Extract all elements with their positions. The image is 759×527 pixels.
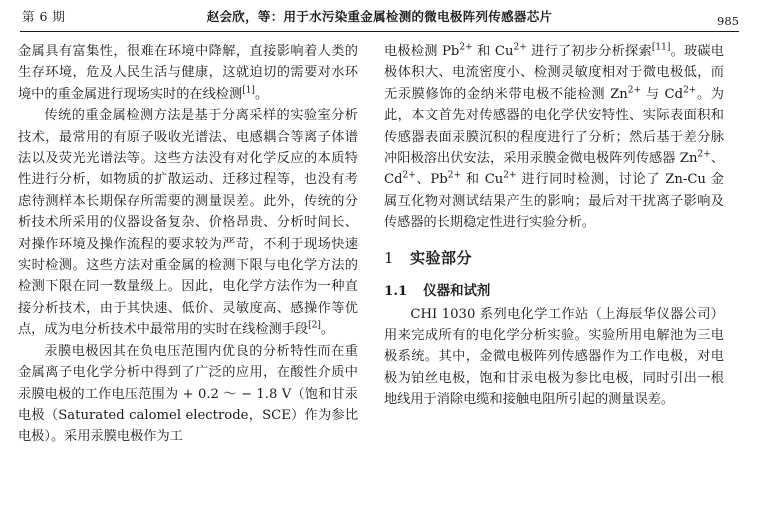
paragraph-text: 电极检测 $Pb^{2+}$ 和 $Cu^{2+}$ 进行了初步分析探索[11]。玻碳电极体积大、电流密度小、检测灵敏度相对于微电极低，而无汞膜修饰的金纳米带电极不能检测 $Zn^{2+}$ 与 $Cd^{2+}$。为此，本文首先对传感器的电化学伏安特性、实际表面积和传感器表面汞膜沉积的程度进行了分析；然后基于差分脉冲阳极溶出伏安法，采用汞膜金微电极阵列传感器 $Zn^{2+}$、$Cd^{2+}$、$Pb^{2+}$ 和 $Cu^{2+}$ 进行同时检测，讨论了 Zn-Cu 金属互化物对测试结果产生的影响；最后对干扰离子影响及传感器的长期稳定性进行实验分析。 <box>384 42 725 231</box>
paragraph-text: 传统的重金属检测方法是基于分离采样的实验室分析技术，最常用的有原子吸收光谱法、电感耦合等离子体谱法以及荧光光谱法等。这些方法没有对化学反应的本质特性进行分析，如物质的扩散运动、迁移过程等，也没有考虑待测样本长期保存所需要的测量误差。此外，传统的分析技术所采用的仪器设备复杂、价格昂贵、分析时间长、对操作环境及操作流程的要求较为严苛，不利于现场快速实时检测。这些方法对重金属的检测下限与电化学方法的检测下限在同一数量级上。因此，电化学方法作为一种直接分析技术，由于其快速、低价、灵敏度高、感操作等优点，成为电分析技术中最常用的实时在线检测手段[2]。 <box>18 108 358 338</box>
paragraph <box>18 41 358 105</box>
page-number: 985 <box>717 14 739 28</box>
right-column <box>384 41 724 448</box>
paragraph <box>384 41 724 234</box>
paragraph-text: 金属具有富集性，很难在环境中降解，直接影响着人类的生存环境，危及人民生活与健康，这就迫切的需要对水环境中的重金属进行现场实时的在线检测[1]。 <box>18 44 358 102</box>
paragraph-text: CHI 1030 系列电化学工作站（上海辰华仪器公司）用来完成所有的电化学分析实验。实验所用电解池为三电极系统。其中，金微电极阵列传感器作为工作电极，对电极为铂丝电极，饱和甘汞电极为参比电极，同时引出一根地线用于消除电缆和接触电阻所引起的测量误差。 <box>384 306 724 408</box>
section-heading-1 <box>384 247 724 268</box>
paragraph <box>18 105 358 340</box>
section-title: 实验部分 <box>410 248 473 267</box>
left-column <box>18 41 358 448</box>
paragraph <box>18 341 358 448</box>
issue-number: 第 6 期 <box>22 9 66 24</box>
body-columns <box>18 41 741 448</box>
paragraph <box>384 304 724 411</box>
section-number: 1 <box>384 248 395 267</box>
running-head <box>18 8 741 30</box>
section-heading-1-1 <box>384 280 724 299</box>
header-divider <box>20 31 739 32</box>
subsection-number: 1.1 <box>384 282 408 299</box>
article-running-title: 赵会欣，等：用于水污染重金属检测的微电极阵列传感器芯片 <box>206 9 553 24</box>
subsection-title: 仪器和试剂 <box>423 282 491 299</box>
paragraph-text: 汞膜电极因其在负电压范围内优良的分析特性而在重金属离子电化学分析中得到了广泛的应用，在酸性介质中汞膜电极的工作电压范围为 + 0.2 ～ − 1.8 V（饱和甘汞电极（Saturated calomel electrode，SCE）作为参比电极）。采用汞膜电极作为工 <box>18 343 358 445</box>
